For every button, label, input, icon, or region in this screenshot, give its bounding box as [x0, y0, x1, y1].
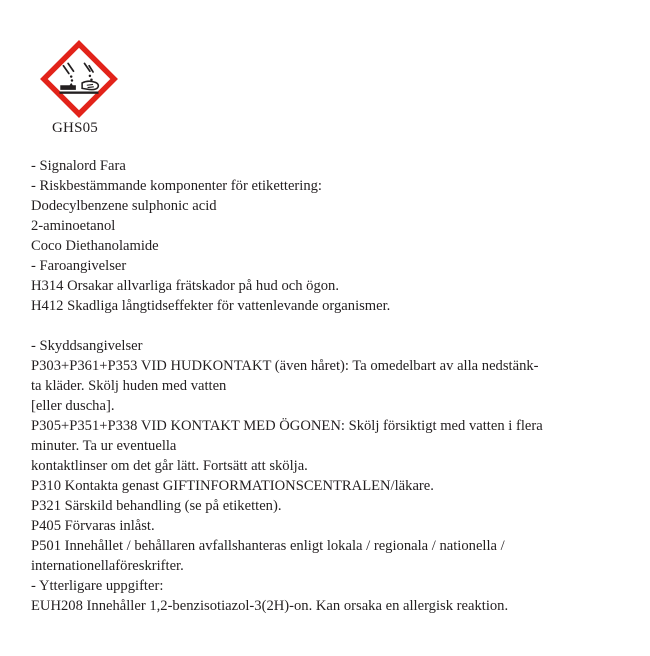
precautionary-statement-line: internationellaföreskrifter. — [31, 558, 184, 574]
precautionary-statement-line: P501 Innehållet / behållaren avfallshanteras enligt lokala / regionala / nationella / — [31, 538, 505, 554]
pictogram-code-label: GHS05 — [52, 120, 99, 136]
hazard-statements-heading: - Faroangivelser — [31, 258, 127, 274]
safety-text-block — [31, 156, 621, 616]
additional-info-line: EUH208 Innehåller 1,2-benzisotiazol-3(2H)-on. Kan orsaka en allergisk reaktion. — [31, 598, 509, 614]
component-line: Dodecylbenzene sulphonic acid — [31, 198, 217, 214]
component-line: 2-aminoetanol — [31, 218, 116, 234]
precautionary-statement-line: P310 Kontakta genast GIFTINFORMATIONSCENTRALEN/läkare. — [31, 478, 434, 494]
precautionary-statements-heading: - Skyddsangivelser — [31, 338, 143, 354]
precautionary-statement-line: P405 Förvaras inlåst. — [31, 518, 155, 534]
signal-word-line: - Signalord Fara — [31, 158, 126, 174]
hazard-components-heading: - Riskbestämmande komponenter för etikettering: — [31, 178, 322, 194]
additional-info-heading: - Ytterligare uppgifter: — [31, 578, 164, 594]
hazard-statement-line: H412 Skadliga långtidseffekter för vattenlevande organismer. — [31, 298, 391, 314]
blank-line — [31, 316, 621, 336]
ghs05-corrosion-icon — [40, 40, 118, 118]
corrosion-pictogram-svg — [40, 40, 118, 118]
precautionary-statement-line: kontaktlinser om det går lätt. Fortsätt att skölja. — [31, 458, 308, 474]
hazard-statement-line: H314 Orsakar allvarliga frätskador på hud och ögon. — [31, 278, 339, 294]
component-line: Coco Diethanolamide — [31, 238, 159, 254]
precautionary-statement-line: [eller duscha]. — [31, 398, 115, 414]
precautionary-statement-line: ta kläder. Skölj huden med vatten — [31, 378, 227, 394]
precautionary-statement-line: minuter. Ta ur eventuella — [31, 438, 177, 454]
precautionary-statement-line: P303+P361+P353 VID HUDKONTAKT (även håret): Ta omedelbart av alla nedstänk- — [31, 358, 539, 374]
precautionary-statement-line: P305+P351+P338 VID KONTAKT MED ÖGONEN: Skölj försiktigt med vatten i flera — [31, 418, 543, 434]
precautionary-statement-line: P321 Särskild behandling (se på etiketten). — [31, 498, 282, 514]
